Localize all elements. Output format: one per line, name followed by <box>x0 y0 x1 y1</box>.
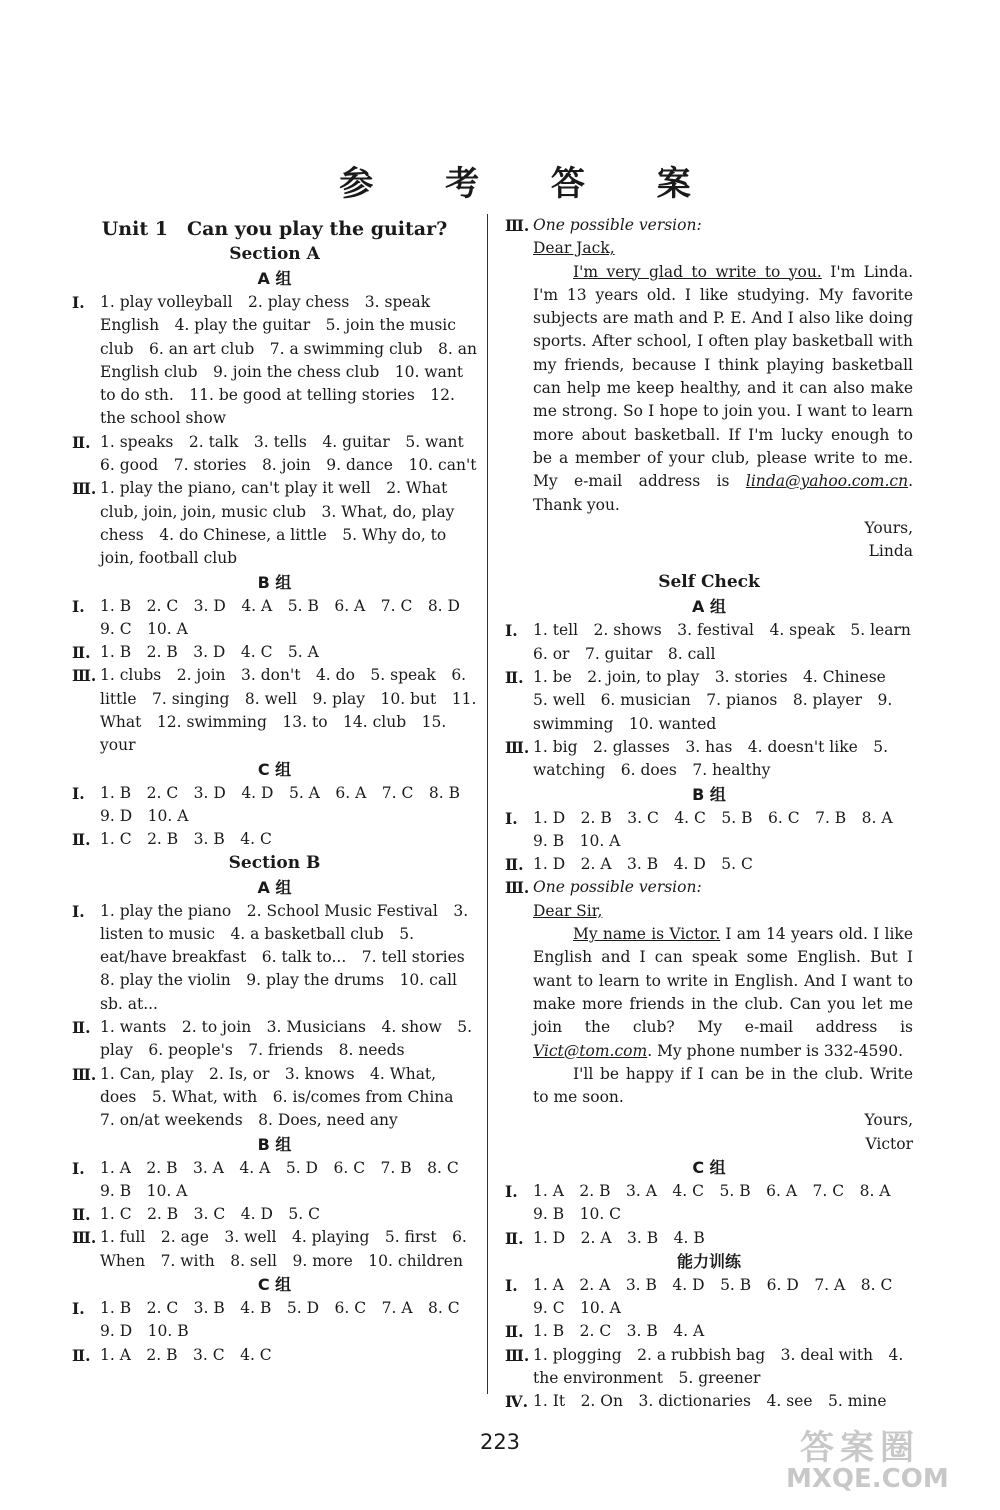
group-title: A 组 <box>257 877 292 897</box>
item-number: Ⅱ. <box>72 830 91 850</box>
item-number: Ⅰ. <box>72 1298 85 1318</box>
item-number: Ⅲ. <box>505 737 530 757</box>
item-number: Ⅱ. <box>505 668 524 688</box>
watermark-logo <box>782 1420 982 1494</box>
answer-item <box>72 291 477 431</box>
item-number: Ⅱ. <box>505 1322 524 1342</box>
answer-item <box>72 1226 477 1273</box>
item-number: Ⅲ. <box>72 1228 97 1248</box>
group-title: B 组 <box>257 572 292 592</box>
letter-closing: Yours, <box>864 1111 913 1130</box>
item-number: Ⅲ. <box>72 479 97 499</box>
item-answers: 1. C 2. B 3. B 4. C <box>100 830 272 849</box>
answer-item <box>72 664 477 757</box>
answer-item <box>505 1180 913 1227</box>
letter-greeting: Dear Jack, <box>533 239 615 258</box>
sample-letter-2 <box>505 876 913 1156</box>
item-number: Ⅰ. <box>72 293 85 312</box>
item-number: Ⅱ. <box>72 643 91 663</box>
answer-item <box>72 1063 477 1133</box>
answer-item <box>72 782 477 829</box>
item-number: Ⅱ. <box>72 432 91 452</box>
item-answers: 1. B 2. B 3. D 4. C 5. A <box>100 643 319 662</box>
item-number: Ⅱ. <box>505 1228 524 1248</box>
item-answers: 1. Can, play 2. Is, or 3. knows 4. What, does 5. What, with 6. is/comes from China 7. on/at weekends 8. Does, need any <box>100 1064 470 1130</box>
item-number: Ⅱ. <box>72 1018 91 1038</box>
page-number: 223 <box>479 1430 521 1454</box>
item-number: Ⅰ. <box>72 596 85 616</box>
item-number: Ⅰ. <box>72 901 85 921</box>
item-answers: 1. play the piano 2. School Music Festival 3. listen to music 4. a basketball club 5. eat/have breakfast 6. talk to... 7. tell stories 8. play the violin 9. play the drums 10. call sb. at... <box>100 901 481 1013</box>
self-check-title: Self Check <box>658 572 760 593</box>
item-answers: 1. D 2. A 3. B 4. B <box>533 1228 705 1247</box>
group-title: 能力训练 <box>676 1251 741 1271</box>
item-number: Ⅱ. <box>505 855 524 875</box>
item-number: Ⅰ. <box>72 783 85 803</box>
letter-body-text: I'm Linda. I'm 13 years old. I like studying. My favorite subjects are math and P. E. And I also like doing sports. After school, I often play basketball with my friends, because I think playing basketball can help me keep healthy, and it can also make me strong. So I hope to join you. I want to learn more about basketball. If I'm lucky enough to be a member of your club, please write to me. My e-mail address is <box>533 262 914 491</box>
answer-item <box>505 1274 913 1321</box>
answer-item <box>72 595 477 642</box>
section-b-title: Section B <box>228 852 321 873</box>
watermark-en: MXQE.COM <box>786 1464 949 1494</box>
answer-item <box>505 1344 913 1391</box>
group-title: C 组 <box>692 1157 726 1177</box>
item-answers: 1. It 2. On 3. dictionaries 4. see 5. mine <box>533 1392 887 1411</box>
answer-item <box>72 1344 477 1367</box>
page-title: 参 考 答 案 <box>339 164 721 204</box>
item-number: Ⅳ. <box>505 1392 528 1412</box>
answer-item <box>72 1016 477 1063</box>
item-answers: 1. plogging 2. a rubbish bag 3. deal with 4. the environment 5. greener <box>533 1345 904 1388</box>
item-number: Ⅰ. <box>505 808 518 828</box>
letter-body <box>533 923 913 1063</box>
item-number: Ⅲ. <box>505 1345 530 1365</box>
letter-body-end: . My phone number is 332-4590. <box>647 1041 904 1060</box>
answer-item <box>72 477 477 570</box>
item-answers: 1. play the piano, can't play it well 2. What club, join, join, music club 3. What, do, play chess 4. do Chinese, a little 5. Why do, to join, football club <box>100 479 455 568</box>
answer-item <box>505 807 913 854</box>
answer-item <box>72 1157 477 1204</box>
letter-closing: Yours, <box>864 518 913 537</box>
answer-item <box>72 828 477 851</box>
item-answers: 1. A 2. B 3. A 4. A 5. D 6. C 7. B 8. C 9. B 10. A <box>100 1158 475 1200</box>
right-column <box>505 214 927 1414</box>
letter-paragraph <box>533 1063 913 1110</box>
item-answers: 1. A 2. B 3. C 4. C <box>100 1345 272 1364</box>
item-answers: 1. big 2. glasses 3. has 4. doesn't like 5. watching 6. does 7. healthy <box>533 737 889 780</box>
item-answers: 1. be 2. join, to play 3. stories 4. Chinese 5. well 6. musician 7. pianos 8. player 9. swimming 10. wanted <box>533 668 902 733</box>
item-answers: 1. tell 2. shows 3. festival 4. speak 5. learn 6. or 7. guitar 8. call <box>533 621 927 663</box>
item-number: Ⅲ. <box>72 666 97 686</box>
letter-content <box>533 876 913 1156</box>
item-answers: 1. D 2. B 3. C 4. C 5. B 6. C 7. B 8. A 9. B 10. A <box>533 808 909 850</box>
answer-item <box>505 619 927 666</box>
group-title: A 组 <box>257 269 292 288</box>
answer-item <box>72 1297 477 1344</box>
watermark-cn: 答案圈 <box>800 1428 920 1468</box>
answer-item <box>505 1390 913 1413</box>
item-answers: 1. play volleyball 2. play chess 3. speak English 4. play the guitar 5. join the music club 6. an art club 7. a swimming club 8. an English club 9. join the chess club 10. want to do sth. 11. be good at telling stories 12. the school show <box>100 293 477 428</box>
letter-greeting: Dear Sir, <box>533 901 603 920</box>
left-column <box>72 214 481 1367</box>
letter-email: Vict@tom.com <box>533 1041 648 1060</box>
group-title: C 组 <box>257 759 292 779</box>
item-number: Ⅱ. <box>72 1345 91 1365</box>
item-answers: 1. D 2. A 3. B 4. D 5. C <box>533 855 753 874</box>
answer-item <box>72 641 477 664</box>
sample-letter-1 <box>505 214 913 563</box>
item-number: Ⅰ. <box>72 1158 85 1178</box>
letter-signature: Linda <box>868 542 913 561</box>
answer-item <box>505 666 913 736</box>
item-answers: 1. wants 2. to join 3. Musicians 4. show 5. play 6. people's 7. friends 8. needs <box>100 1018 473 1060</box>
letter-content <box>533 214 913 563</box>
answer-item <box>72 1203 477 1226</box>
item-answers: 1. B 2. C 3. D 4. A 5. B 6. A 7. C 8. D 9. C 10. A <box>100 596 476 638</box>
item-answers: 1. A 2. A 3. B 4. D 5. B 6. D 7. A 8. C 9. C 10. A <box>533 1275 908 1318</box>
column-divider <box>487 214 488 1394</box>
item-number: Ⅱ. <box>72 1205 91 1225</box>
letter-para2: I'll be happy if I can be in the club. Write to me soon. <box>533 1064 913 1107</box>
letter-opening: My name is Victor. <box>573 925 721 944</box>
item-number: Ⅰ. <box>505 1275 518 1295</box>
item-answers: 1. B 2. C 3. B 4. A <box>533 1322 705 1341</box>
group-title: B 组 <box>257 1134 292 1154</box>
letter-opening: I'm very glad to write to you. <box>573 262 822 281</box>
item-number: Ⅲ. <box>505 216 530 235</box>
item-number: Ⅰ. <box>505 1181 518 1201</box>
item-answers: 1. B 2. C 3. B 4. B 5. D 6. C 7. A 8. C 9. D 10. B <box>100 1298 476 1341</box>
letter-intro: One possible version: <box>533 878 702 897</box>
letter-body <box>533 261 913 517</box>
item-answers: 1. clubs 2. join 3. don't 4. do 5. speak 6. little 7. singing 8. well 9. play 10. but 11. What 12. swimming 13. to 14. club 15. your <box>100 666 477 755</box>
item-answers: 1. full 2. age 3. well 4. playing 5. first 6. When 7. with 8. sell 9. more 10. children <box>100 1228 467 1270</box>
group-title: C 组 <box>257 1274 292 1294</box>
answer-item <box>72 431 480 478</box>
item-number: Ⅲ. <box>505 878 530 898</box>
answer-item <box>72 900 481 1016</box>
unit-title: Unit 1 Can you play the guitar? <box>101 218 448 240</box>
answer-item <box>505 1227 913 1250</box>
answer-item <box>505 736 913 783</box>
item-answers: 1. B 2. C 3. D 4. D 5. A 6. A 7. C 8. B 9. D 10. A <box>100 783 476 825</box>
item-answers: 1. C 2. B 3. C 4. D 5. C <box>100 1205 320 1224</box>
item-answers: 1. A 2. B 3. A 4. C 5. B 6. A 7. C 8. A 9. B 10. C <box>533 1181 907 1224</box>
letter-signature: Victor <box>865 1134 913 1153</box>
section-a-title: Section A <box>229 244 320 264</box>
letter-intro: One possible version: <box>533 216 702 234</box>
letter-body-end: . Thank you. <box>533 472 913 514</box>
item-answers: 1. speaks 2. talk 3. tells 4. guitar 5. want 6. good 7. stories 8. join 9. dance 10. can't <box>100 432 480 475</box>
letter-email: linda@yahoo.com.cn <box>745 472 909 491</box>
letter-body-text: I am 14 years old. I like English and I can speak some English. But I want to learn to write in English. And I want to make more friends in the club. Can you let me join the club? My e-mail address is <box>533 925 913 1037</box>
item-number: Ⅰ. <box>505 621 518 641</box>
item-number: Ⅲ. <box>72 1064 97 1084</box>
group-title: A 组 <box>692 597 726 617</box>
answer-item <box>505 853 913 876</box>
group-title: B 组 <box>692 784 726 804</box>
answer-item <box>505 1320 913 1343</box>
